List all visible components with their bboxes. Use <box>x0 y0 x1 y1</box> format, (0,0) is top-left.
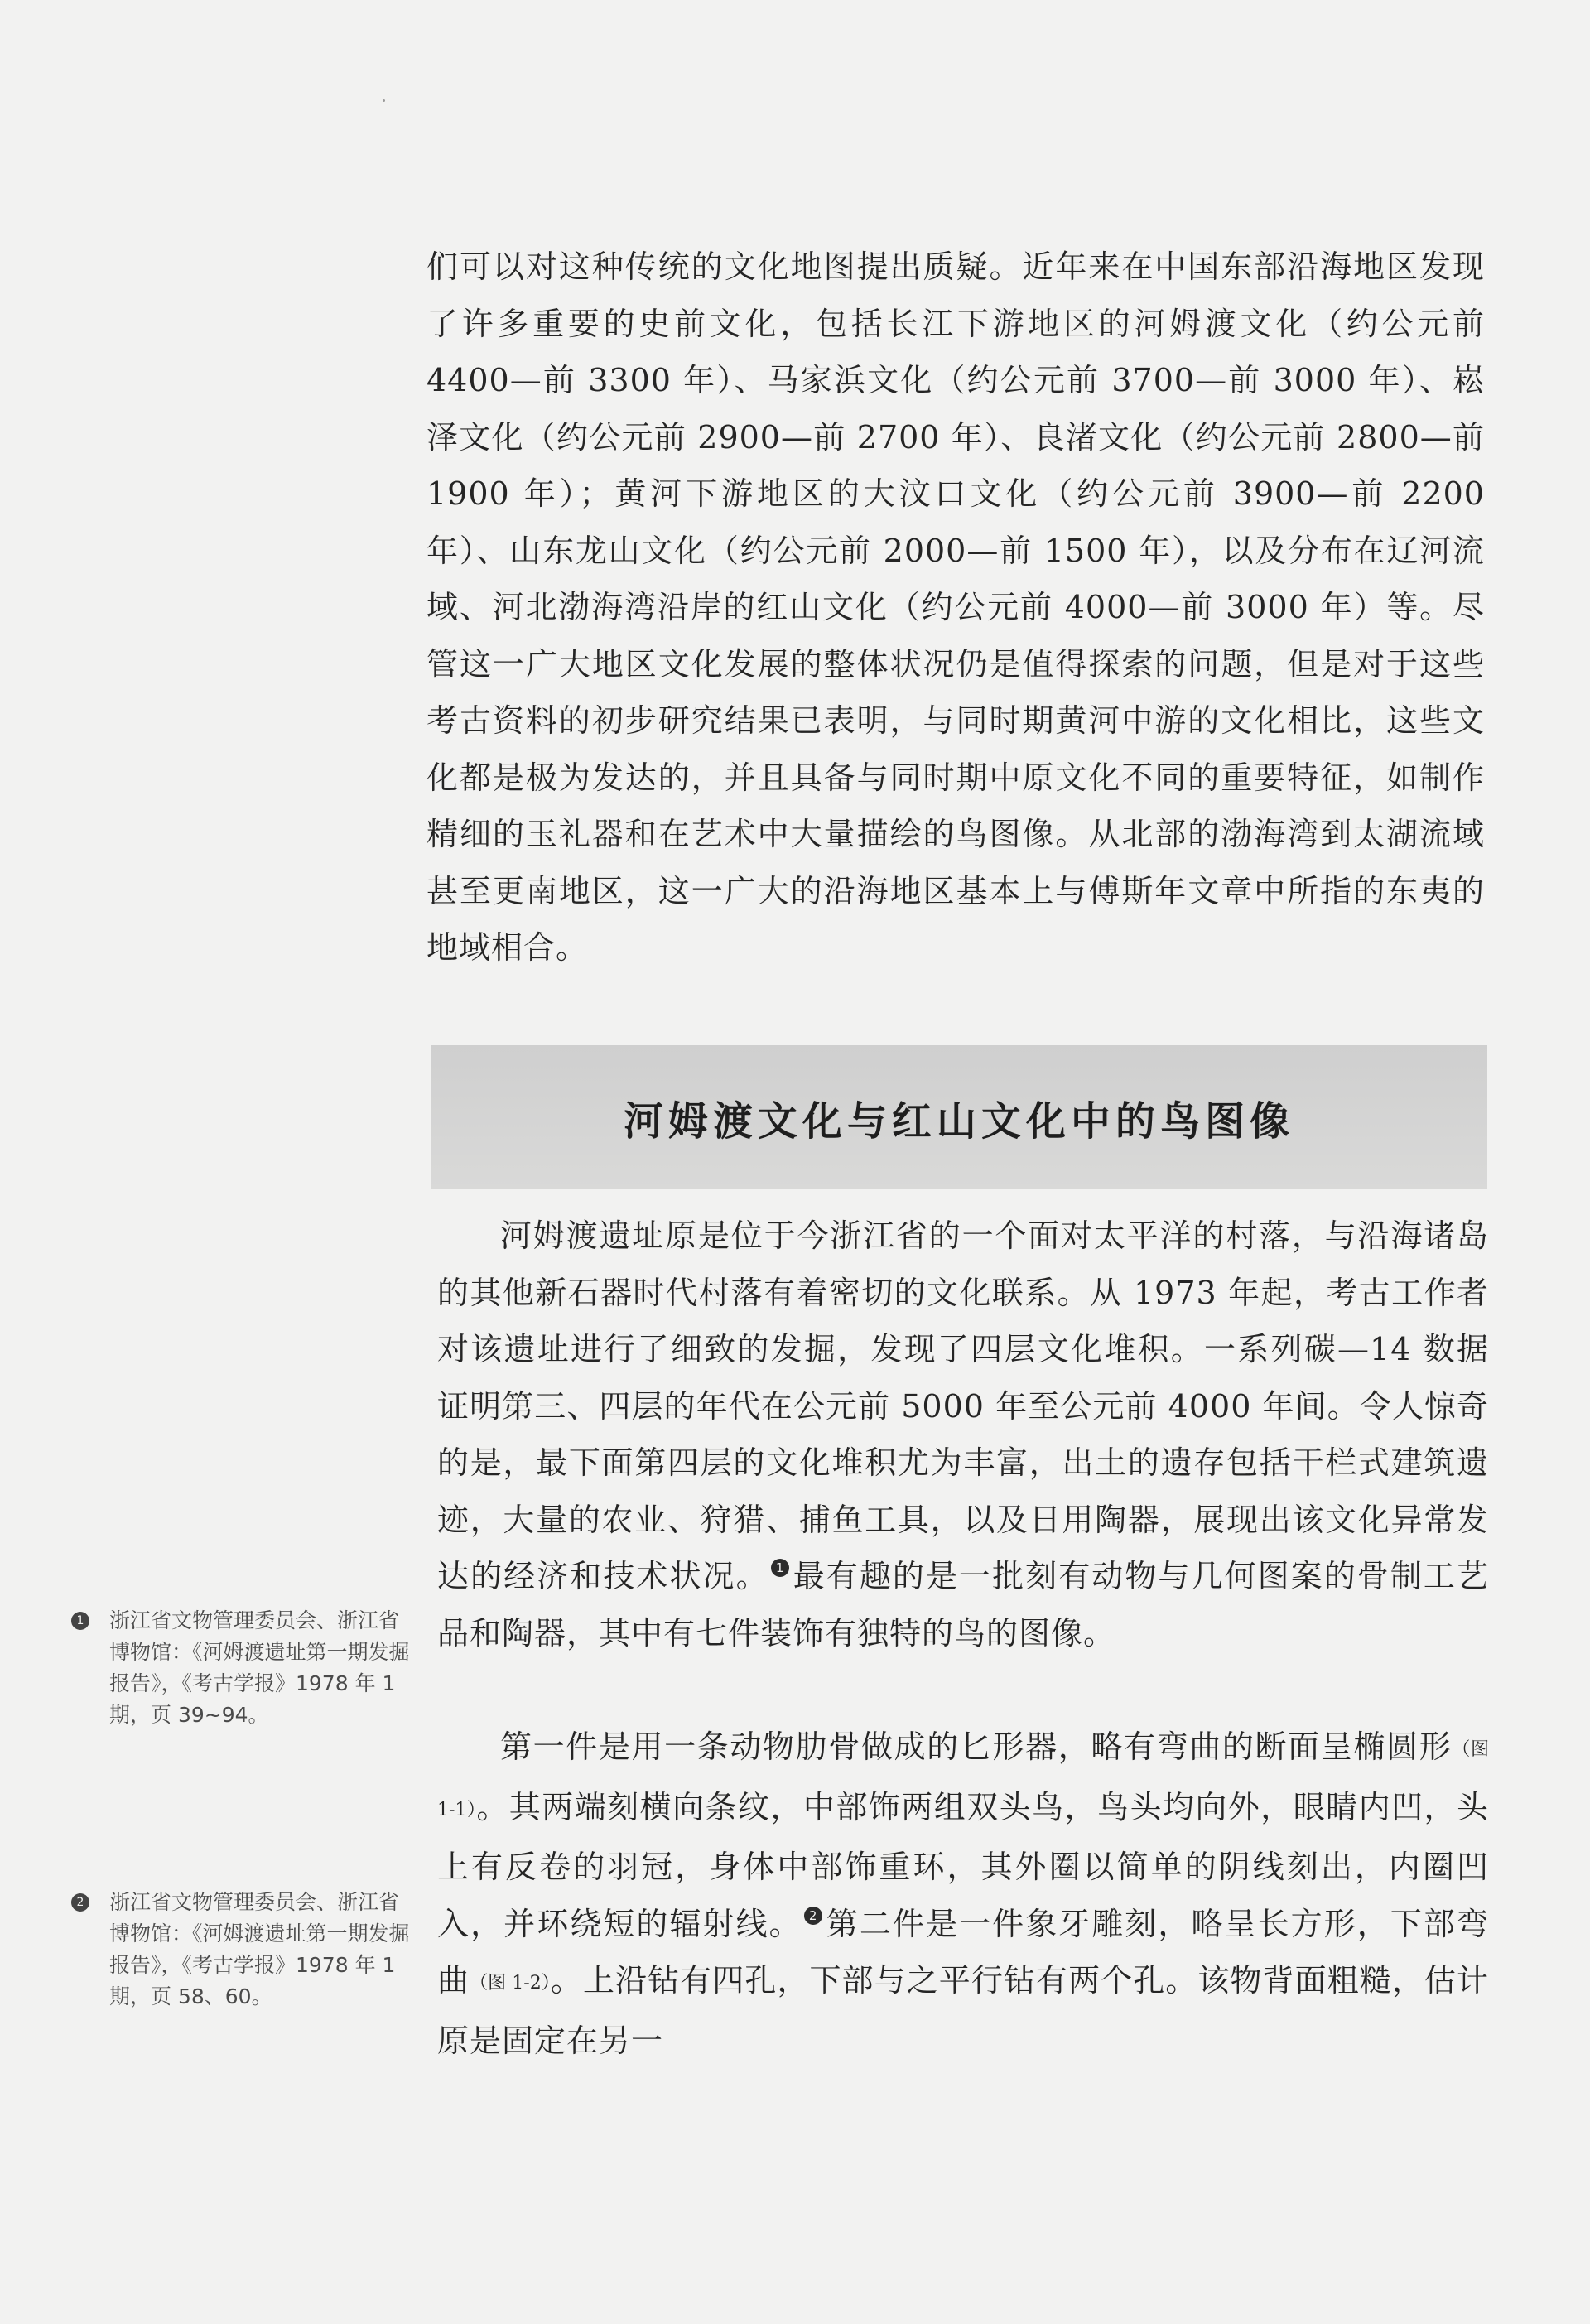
paragraph-text: 。其两端刻横向条纹，中部饰两组双头鸟，鸟头均向外，眼睛内凹，头上有反卷的羽冠，身体中部饰重环，其外圈以简单的阴线刻出，内圈凹入，并环绕短的辐射线。 <box>437 1788 1489 1942</box>
body-paragraph-2 <box>437 1208 1489 1661</box>
paragraph-text: 。上沿钻有四孔，下部与之平行钻有两个孔。该物背面粗糙，估计原是固定在另一 <box>437 1962 1489 2059</box>
footnote-marker: 1 <box>71 1612 89 1630</box>
paragraph-text: 第二件是一件象牙雕刻，略呈长方形，下部弯曲 <box>437 1905 1489 1999</box>
figure-reference[interactable]: （图 1-2） <box>470 1973 551 1994</box>
footnote-marker: 2 <box>71 1893 89 1912</box>
section-heading-box <box>431 1045 1487 1189</box>
figure-reference[interactable]: （图 1-1） <box>437 1739 1489 1820</box>
body-paragraph-1 <box>426 239 1485 976</box>
paragraph-text: 第一件是用一条动物肋骨做成的匕形器，略有弯曲的断面呈椭圆形 <box>500 1729 1453 1765</box>
paragraph-text: 河姆渡遗址原是位于今浙江省的一个面对太平洋的村落，与沿海诸岛的其他新石器时代村落有着密切的文化联系。从 1973 年起，考古工作者对该遗址进行了细致的发掘，发现了四层文化堆积。一系列碳—14 数据证明第三、四层的年代在公元前 5000 年至公元前 4000 年间。令人惊奇的是，最下面第四层的文化堆积尤为丰富，出土的遗存包括干栏式建筑遗迹，大量的农业、狩猎、捕鱼工具，以及日用陶器，展现出该文化异常发达的经济和技术状况。 <box>437 1217 1489 1594</box>
footnote-ref-2[interactable]: 2 <box>804 1907 822 1925</box>
footnote-2 <box>71 1887 419 2013</box>
footnote-text: 浙江省文物管理委员会、浙江省博物馆：《河姆渡遗址第一期发掘报告》，《考古学报》1978 年 1 期，页 58、60。 <box>109 1890 410 2008</box>
footnote-1 <box>71 1605 419 1731</box>
paper-speck <box>383 99 385 102</box>
footnote-text: 浙江省文物管理委员会、浙江省博物馆：《河姆渡遗址第一期发掘报告》，《考古学报》1978 年 1 期，页 39~94。 <box>109 1608 410 1727</box>
paragraph-text: 们可以对这种传统的文化地图提出质疑。近年来在中国东部沿海地区发现了许多重要的史前文化，包括长江下游地区的河姆渡文化（约公元前 4400—前 3300 年）、马家浜文化（约公元前 3700—前 3000 年）、崧泽文化（约公元前 2900—前 2700 年）、良渚文化（约公元前 2800—前 1900 年）；黄河下游地区的大汶口文化（约公元前 3900—前 2200 年）、山东龙山文化（约公元前 2000—前 1500 年），以及分布在辽河流域、河北渤海湾沿岸的红山文化（约公元前 4000—前 3000 年）等。尽管这一广大地区文化发展的整体状况仍是值得探索的问题，但是对于这些考古资料的初步研究结果已表明，与同时期黄河中游的文化相比，这些文化都是极为发达的，并且具备与同时期中原文化不同的重要特征，如制作精细的玉礼器和在艺术中大量描绘的鸟图像。从北部的渤海湾到太湖流域甚至更南地区，这一广大的沿海地区基本上与傅斯年文章中所指的东夷的地域相合。 <box>426 248 1485 966</box>
footnote-ref-1[interactable]: 1 <box>771 1559 789 1577</box>
paragraph-text: 最有趣的是一批刻有动物与几何图案的骨制工艺品和陶器，其中有七件装饰有独特的鸟的图像。 <box>437 1558 1489 1651</box>
body-paragraph-3 <box>437 1719 1489 2069</box>
section-heading: 河姆渡文化与红山文化中的鸟图像 <box>623 1097 1294 1145</box>
